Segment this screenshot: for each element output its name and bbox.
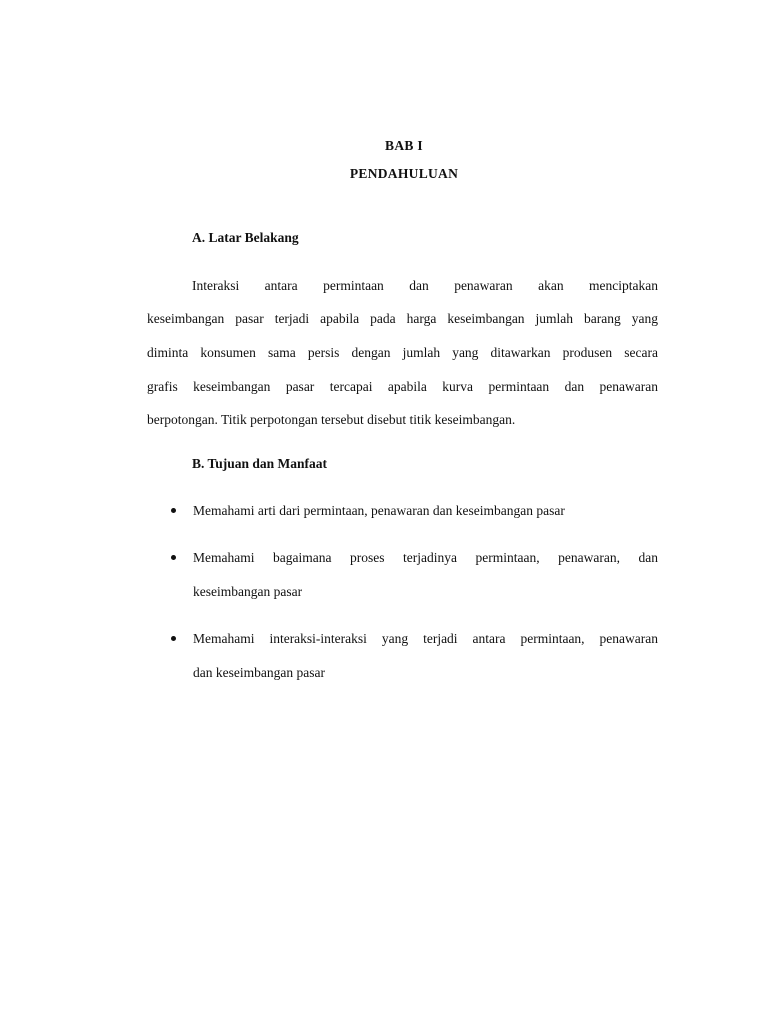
paragraph-line: grafis keseimbangan pasar tercapai apabila kurva permintaan dan penawaran: [147, 379, 658, 394]
paragraph-line: diminta konsumen sama persis dengan jumlah yang ditawarkan produsen secara: [147, 345, 658, 360]
section-heading-tujuan-manfaat: B. Tujuan dan Manfaat: [192, 456, 328, 471]
chapter-title: PENDAHULUAN: [349, 166, 459, 181]
list-item-line: keseimbangan pasar: [193, 584, 303, 599]
list-item-line: Memahami interaksi-interaksi yang terjadi antara permintaan, penawaran: [193, 631, 658, 646]
bullet-icon: [171, 555, 176, 560]
chapter-number: BAB I: [385, 138, 423, 153]
list-item-line: Memahami arti dari permintaan, penawaran dan keseimbangan pasar: [193, 503, 565, 518]
bullet-icon: [171, 636, 176, 641]
section-heading-latar-belakang: A. Latar Belakang: [192, 230, 299, 245]
paragraph-line: Interaksi antara permintaan dan penawaran akan menciptakan: [192, 278, 658, 293]
paragraph-line: keseimbangan pasar terjadi apabila pada harga keseimbangan jumlah barang yang: [147, 311, 658, 326]
list-item-line: dan keseimbangan pasar: [193, 665, 325, 680]
paragraph-line: berpotongan. Titik perpotongan tersebut disebut titik keseimbangan.: [147, 412, 516, 427]
list-item-line: Memahami bagaimana proses terjadinya permintaan, penawaran, dan: [193, 550, 658, 565]
bullet-icon: [171, 508, 176, 513]
